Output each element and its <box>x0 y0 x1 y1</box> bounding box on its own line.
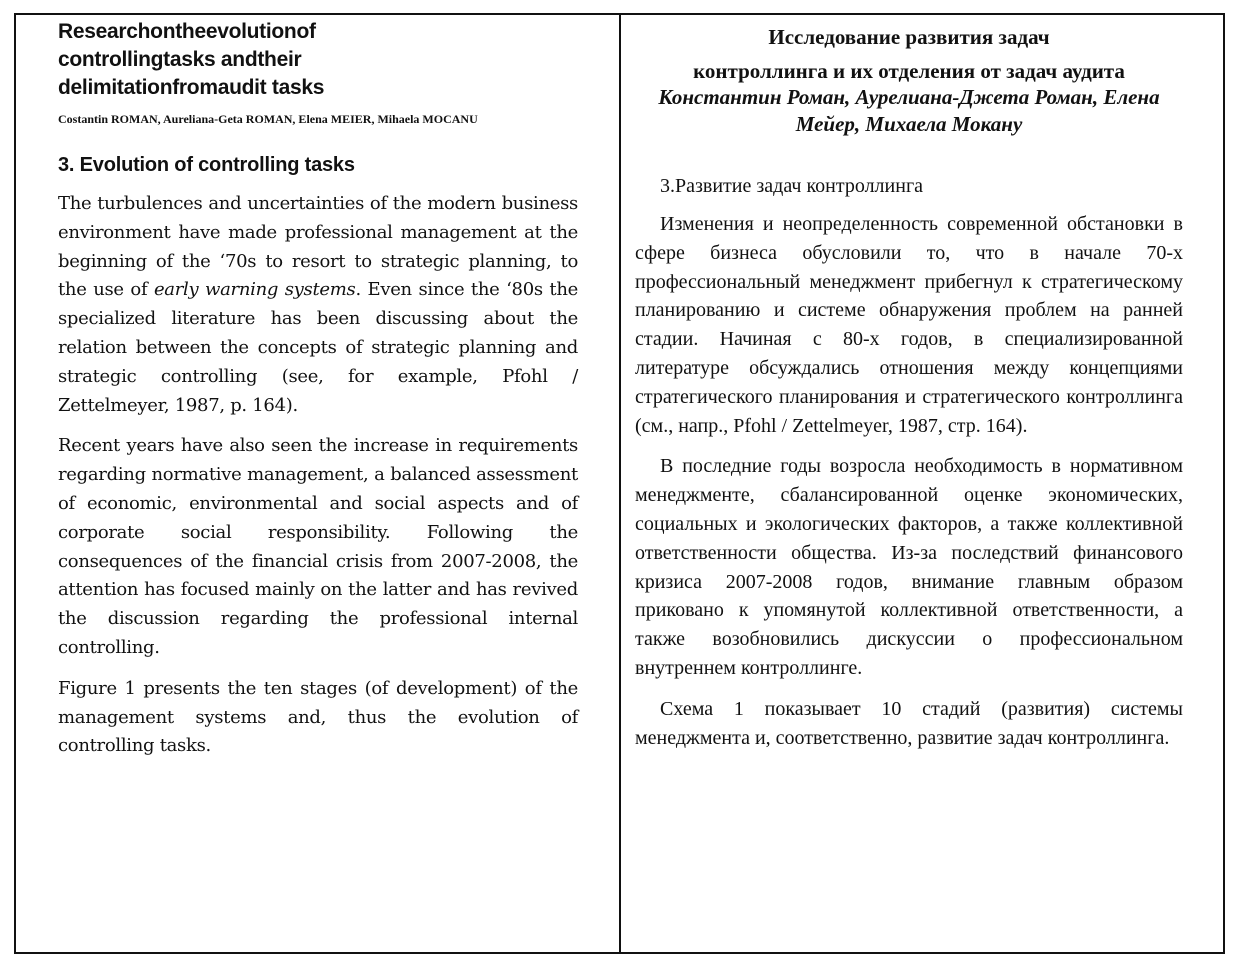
english-paragraph-2: Recent years have also seen the increase in requirements regarding normative management, a balanced assessment of economic, environmental and social aspects and of corporate social responsibility. Following the consequences of the financial crisis from 2007-2008, the attention has focused mainly on the latter and has revived the discussion regarding the professional internal controlling. <box>58 435 578 658</box>
russian-title-line-2: контроллинга и их отделения от задач аудита <box>693 59 1125 83</box>
english-paragraph-1-emphasis: early warning systems <box>153 279 356 301</box>
english-authors: Costantin ROMAN, Aureliana-Geta ROMAN, Elena MEIER, Mihaela MOCANU <box>58 112 478 126</box>
english-paragraph-3: Figure 1 presents the ten stages (of development) of the management systems and, thus the evolution of controlling tasks. <box>58 677 578 757</box>
russian-section-heading: 3.Развитие задач контроллинга <box>660 175 924 197</box>
russian-paragraph-1: Изменения и неопределенность современной обстановки в сфере бизнеса обусловили то, что в начале 70-х профессиональный менеджмент прибегнул к стратегическому планированию и системе обнаружения проблем на ранней стадии. Начиная с 80-х годов, в специализированной литературе обсуждались отношения между концепциями стратегического планирования и стратегического контроллинга (см., напр., Pfohl / Zettelmeyer, 1987, стр. 164). <box>635 213 1183 437</box>
russian-title-line-1: Исследование развития задач <box>768 25 1050 49</box>
english-paragraph-1 <box>58 190 578 420</box>
russian-column <box>635 20 1183 752</box>
english-title: Researchontheevolutionof controllingtasks andtheir delimitationfromaudit tasks <box>58 20 325 99</box>
english-column <box>58 18 578 761</box>
russian-paragraph-2: В последние годы возросла необходимость в нормативном менеджменте, сбалансированной оценке экономических, социальных и экологических факторов, а также коллективной ответственности общества. Из-за последствий финансового кризиса 2007-2008 годов, внимание главным образом приковано к упомянутой коллективной ответственности, а также возобновились дискуссии о профессиональном внутреннем контроллинге. <box>635 455 1183 679</box>
russian-paragraph-3: Схема 1 показывает 10 стадий (развития) системы менеджмента и, соответственно, развитие задач контроллинга. <box>635 697 1183 749</box>
english-section-heading: 3. Evolution of controlling tasks <box>58 154 355 176</box>
english-paragraph-1-text-a: The turbulences and uncertainties of the modern business environment have made professional management at the beginning of the ‘70s to resort to strategic planning, to the use of <box>58 193 578 301</box>
english-paragraph-1-text-b: . Even since the ‘80s the specialized literature has been discussing about the relation between the concepts of strategic planning and strategic controlling (see, for example, Pfohl / Zettelmeyer, 1987, p. 164). <box>58 279 578 416</box>
russian-authors: Константин Роман, Аурелиана-Джета Роман, Елена Мейер, Михаела Мокану <box>658 85 1160 136</box>
column-divider <box>619 13 621 954</box>
